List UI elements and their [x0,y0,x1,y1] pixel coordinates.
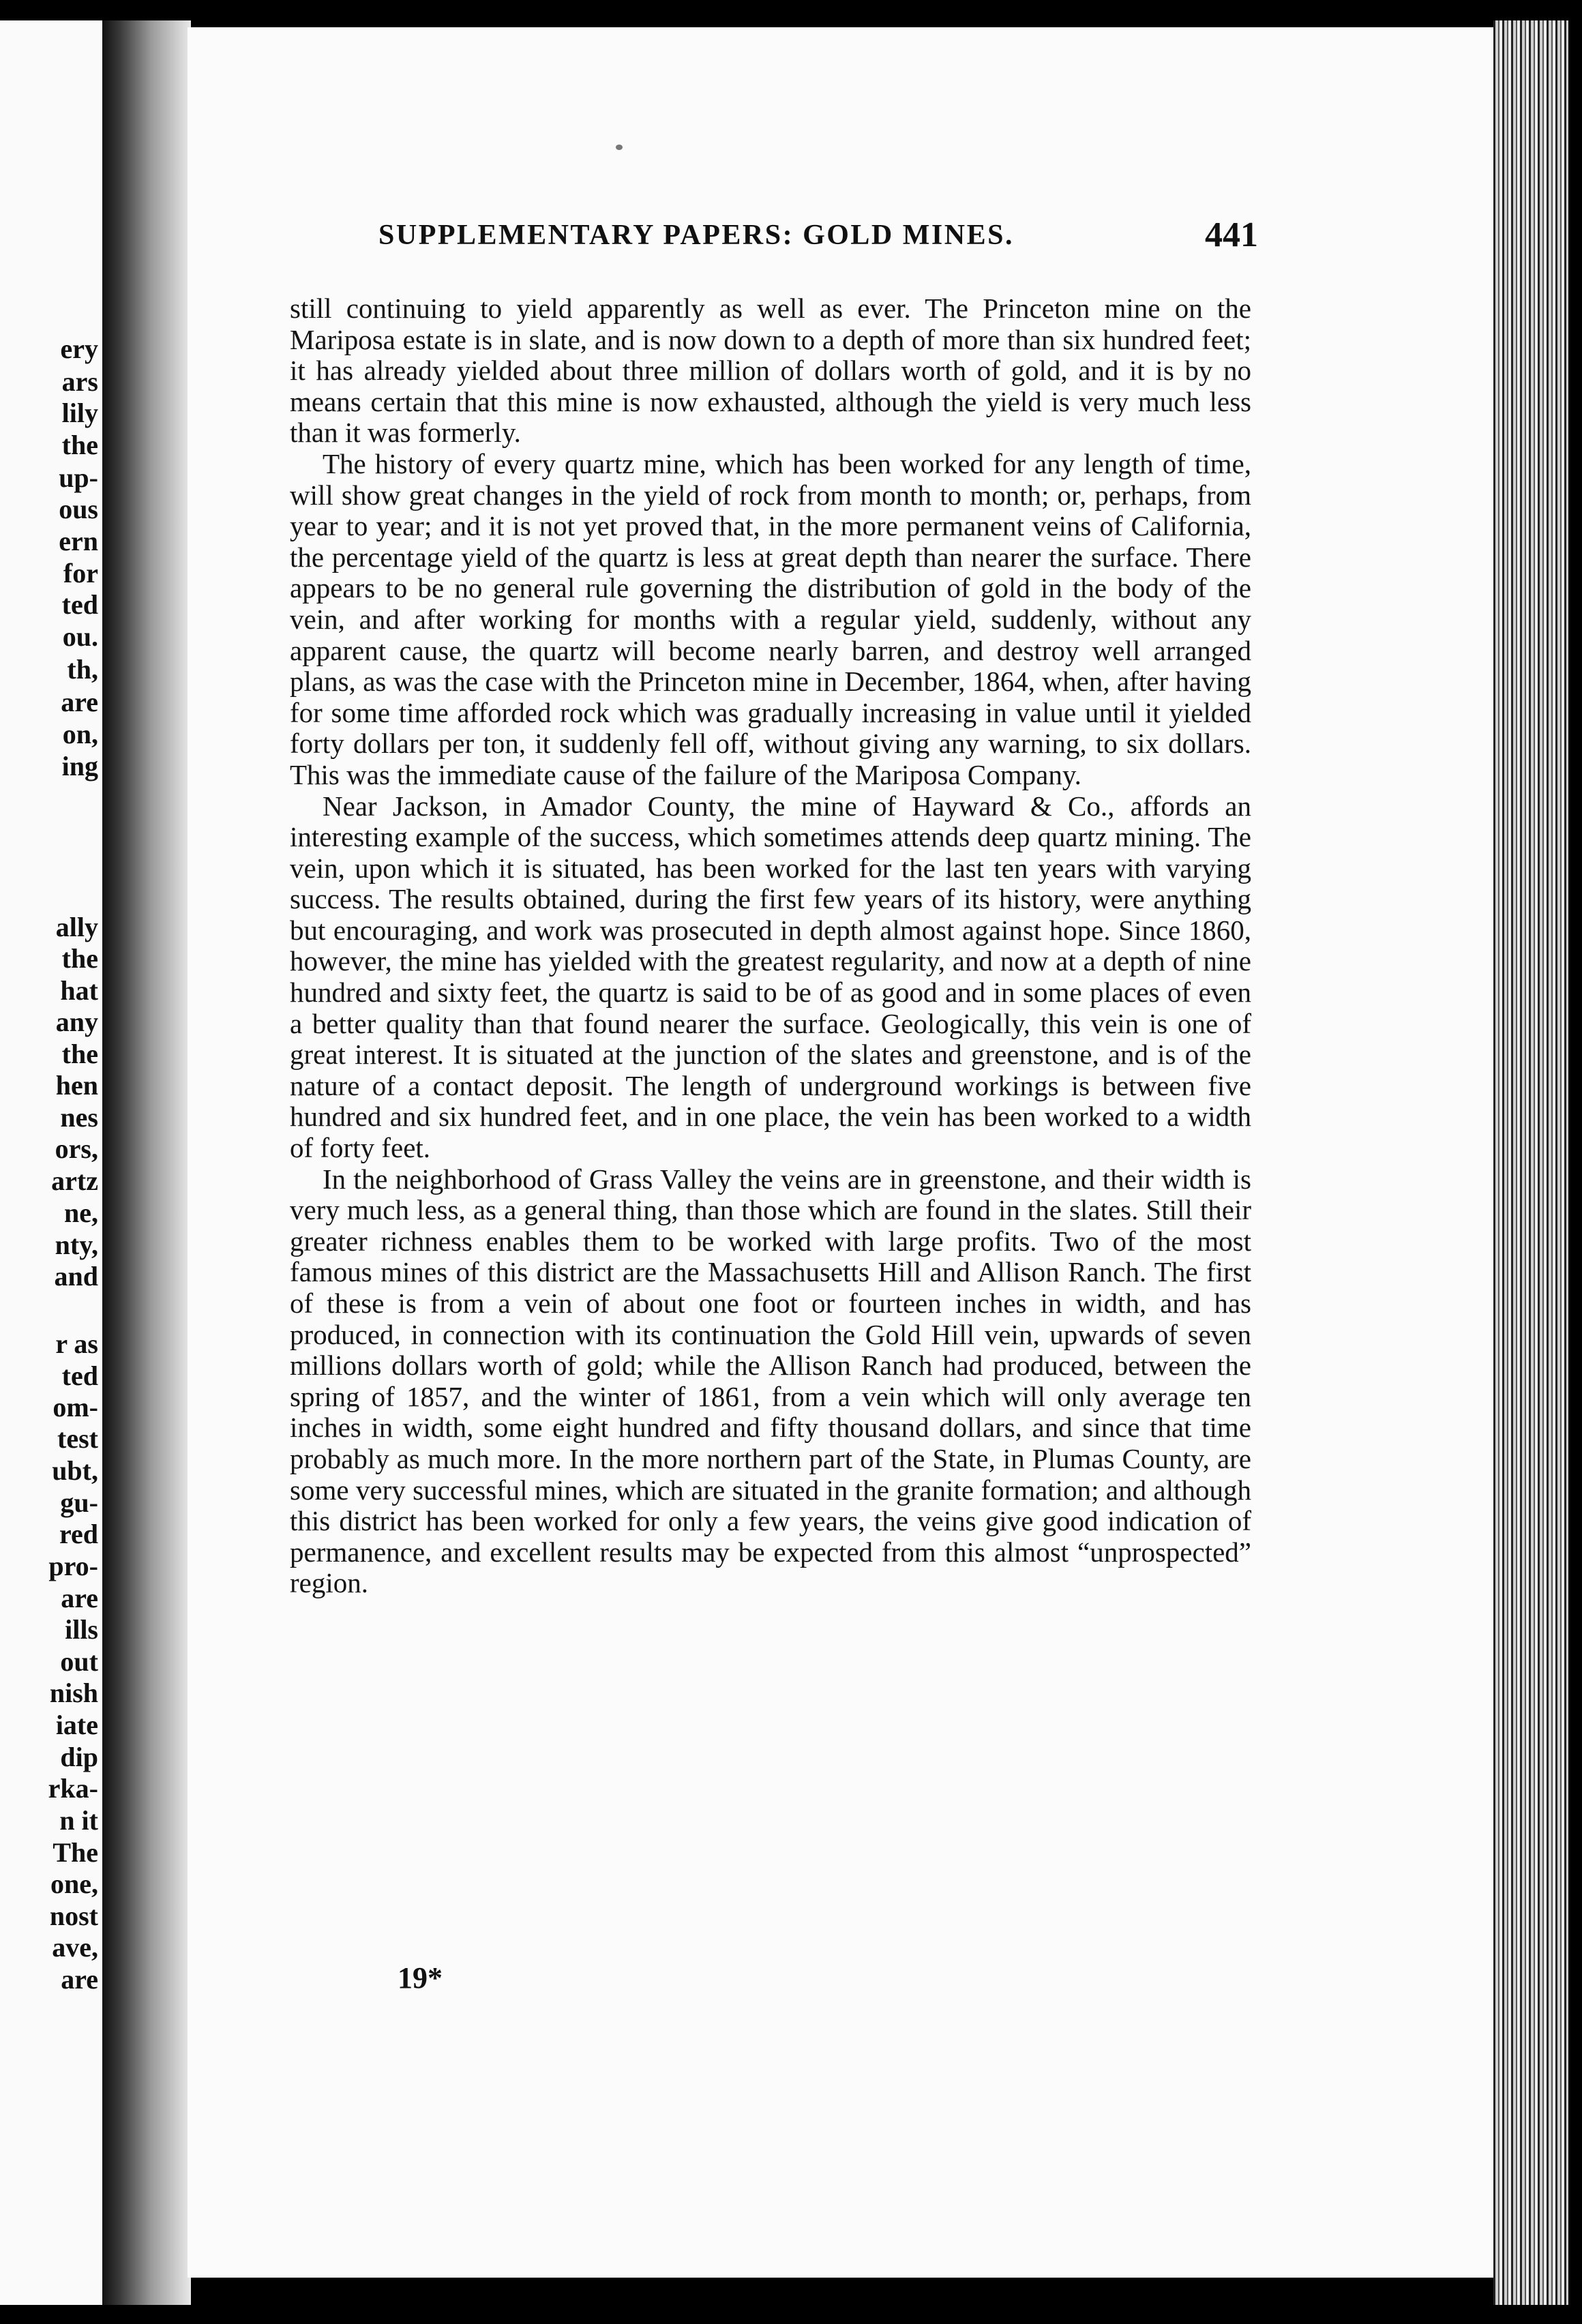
left-page-fragment: red [59,1519,98,1549]
left-page-fragment: the [61,943,98,974]
left-page-fragment: nes [60,1102,98,1133]
signature-mark: 19* [398,1961,443,1995]
left-page-fragment: rka- [48,1773,98,1804]
left-page-fragment: are [61,1964,98,1995]
left-page-fragment: are [61,687,98,717]
paragraph: In the neighborhood of Grass Valley the veins are in greenstone, and their width is very much less, as a general thing, than those which are found in the slates. Still their greater richness enables them to be worked with large profits. Two of the most famous mines of this district are the Massachusetts Hill and Allison Ranch. The first of these is from a vein of about one foot or fourteen inches in width, and has produced, in connection with its continuation the Gold Hill vein, upwards of seven millions dollars worth of gold; while the Allison Ranch had produced, between the spring of 1857, and the winter of 1861, from a vein which will only average ten inches in width, some eight hundred and fifty thousand dollars, and since that time probably as much more. In the more northern part of the State, in Plumas County, are some very successful mines, which are situated in the granite formation; and although this district has been worked for only a few years, the veins give good indication of permanence, and excellent results may be expected from this almost “unprospected” region. [290,1163,1251,1599]
left-page-fragment: ubt, [52,1455,98,1486]
left-page-fragment: ills [65,1614,98,1645]
left-page-fragment: artz [51,1165,98,1196]
left-page-fragment: nost [49,1901,98,1931]
left-page-fragment: ou. [62,621,98,652]
left-page-fragment: one, [50,1868,98,1899]
left-page-fragment: n it [59,1805,98,1836]
left-page-fragment: ne, [64,1197,98,1228]
running-head-title: SUPPLEMENTARY PAPERS: GOLD MINES. [378,220,1014,251]
left-page-fragment: r as [55,1328,98,1359]
body-text [290,293,1251,1599]
running-head [378,215,1258,256]
left-page-fragment: the [61,1039,98,1069]
left-page-fragment: ted [61,1360,98,1391]
left-page-fragment: up- [59,462,98,493]
left-page-fragment: out [60,1646,98,1677]
left-page-fragment: iate [55,1710,98,1740]
book-gutter [102,20,191,2305]
left-page-fragment: ars [61,366,98,397]
left-page-fragment: ted [61,589,98,620]
left-page-fragment: pro- [48,1551,98,1581]
paragraph: still continuing to yield apparently as well as ever. The Princeton mine on the Mariposa estate is in slate, and is now down to a depth of more than six hundred feet; it has already yielded about three million of dollars worth of gold, and it is by no means certain that this mine is now exhausted, although the yield is very much less than it was formerly. [290,293,1251,449]
left-page-fragment: ally [55,912,98,942]
left-page-fragment: lily [61,398,98,428]
left-page-fragment: nty, [55,1230,98,1260]
paragraph: Near Jackson, in Amador County, the mine of Hayward & Co., affords an interesting example of the success, which sometimes attends deep quartz mining. The vein, upon which it is situated, has been worked for the last ten years with varying success. The results obtained, during the first few years of its history, were anything but encouraging, and work was prosecuted in depth almost against hope. Since 1860, however, the mine has yielded with the greatest regularity, and now at a depth of nine hundred and sixty feet, the quartz is said to be of as good and in some places of even a better quality than that found nearer the surface. Geologically, this vein is one of great interest. It is situated at the junction of the slates and greenstone, and is of the nature of a contact deposit. The length of underground workings is between five hundred and six hundred feet, and in one place, the vein has been worked to a width of forty feet. [290,790,1251,1164]
left-page-fragment: on, [62,719,98,749]
left-page-fragment: the [61,430,98,460]
previous-page-edge [0,20,102,2305]
left-page-fragment: any [55,1007,98,1037]
page-edges [1493,20,1568,2305]
left-page-fragment: ors, [55,1133,98,1164]
left-page-fragment: nish [49,1678,98,1708]
left-page-fragment: test [57,1423,98,1454]
page-number: 441 [1205,215,1258,254]
left-page-fragment: dip [60,1742,98,1772]
left-page-fragment: gu- [60,1487,98,1518]
left-page-fragment: ern [59,526,98,556]
left-page-fragment: ous [59,494,98,524]
left-page-fragment: th, [67,654,98,685]
left-page-fragment: om- [53,1392,98,1422]
left-page-fragment: ave, [52,1932,98,1963]
left-page-fragment: and [54,1261,98,1292]
left-page-fragment: ing [61,751,98,781]
left-page-fragment: ery [60,333,98,364]
paragraph: The history of every quartz mine, which has been worked for any length of time, will show great changes in the yield of rock from month to month; or, perhaps, from year to year; and it is not yet proved that, in the more permanent veins of California, the percentage yield of the quartz is less at great depth than nearer the surface. There appears to be no general rule governing the distribution of gold in the body of the vein, and after working for months with a regular yield, suddenly, without any apparent cause, the quartz will become nearly barren, and destroy well arranged plans, as was the case with the Princeton mine in December, 1864, when, after having for some time afforded rock which was gradually increasing in value until it yielded forty dollars per ton, it suddenly fell off, without giving any warning, to six dollars. This was the immediate cause of the failure of the Mariposa Company. [290,447,1251,790]
left-page-fragment: hat [60,975,98,1006]
left-page-fragment: for [63,558,98,589]
left-page-fragment: are [61,1583,98,1613]
print-speck [616,145,623,150]
left-page-fragment: hen [55,1070,98,1101]
left-page-fragment: The [53,1837,98,1868]
